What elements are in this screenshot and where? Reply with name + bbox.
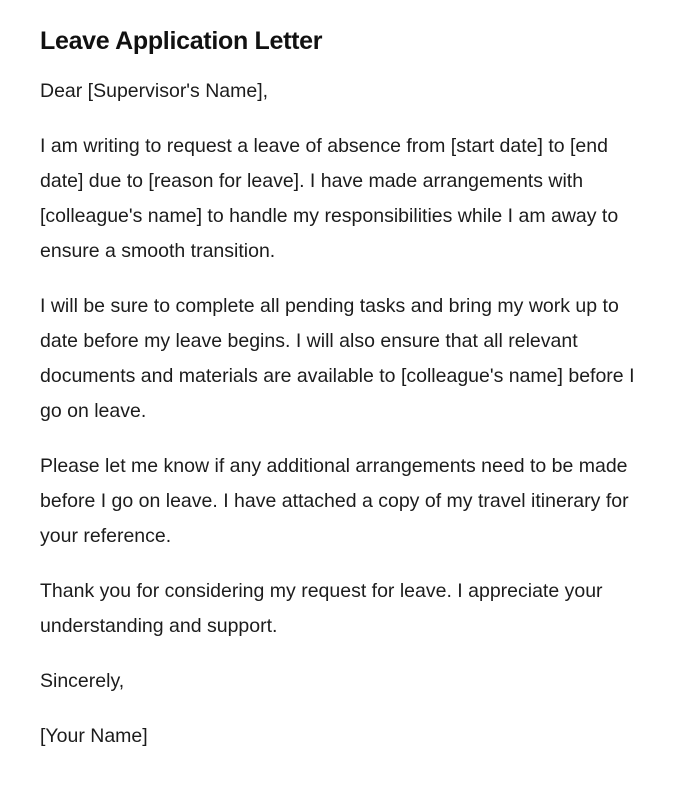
body-paragraph-3: Please let me know if any additional arrangements need to be made before I go on leave. I have attached a copy of my travel itinerary for your reference. <box>40 455 629 547</box>
closing: Sincerely, <box>40 670 125 692</box>
body-paragraph-2: I will be sure to complete all pending tasks and bring my work up to date before my leave begins. I will also ensure that all relevant documents and materials are available to [colleague's name] before I go on leave. <box>40 295 635 422</box>
salutation: Dear [Supervisor's Name], <box>40 80 269 102</box>
page-title: Leave Application Letter <box>40 27 323 55</box>
body-paragraph-1: I am writing to request a leave of absence from [start date] to [end date] due to [reason for leave]. I have made arrangements with [colleague's name] to handle my responsibilities while I am away to ensure a smooth transition. <box>40 135 619 262</box>
signature: [Your Name] <box>40 725 148 747</box>
body-paragraph-4: Thank you for considering my request for leave. I appreciate your understanding and support. <box>40 580 603 637</box>
